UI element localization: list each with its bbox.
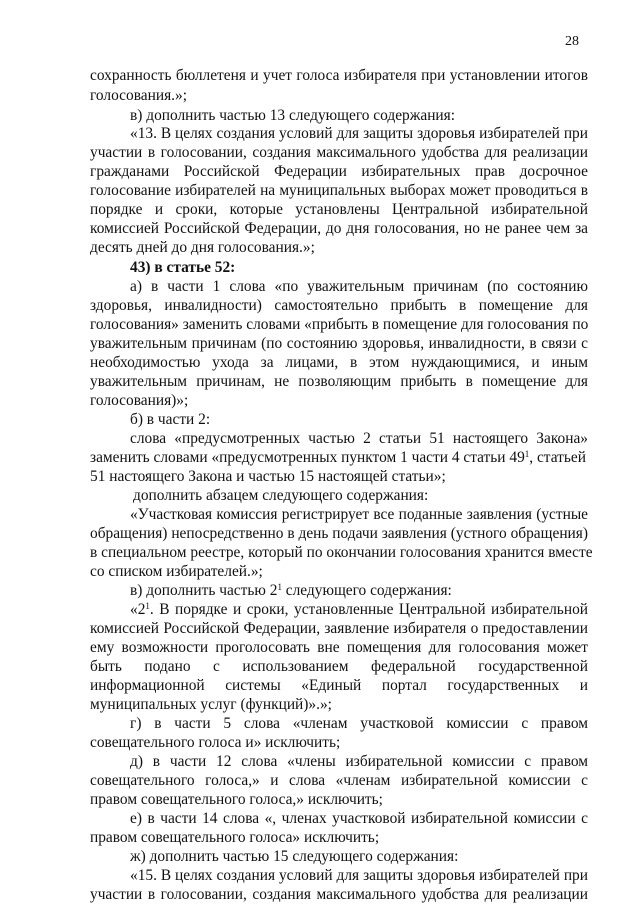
text-line: совещательного голоса и» исключить; xyxy=(90,734,341,751)
text-fragment: , статьей xyxy=(529,449,586,466)
text-line: обращения) непосредственно в день подачи заявления (устного обращения) xyxy=(90,525,588,542)
text-line: голосования.»; xyxy=(90,87,187,104)
text-line: совещательного голоса,» и слова «членам избирательной комиссии с xyxy=(90,772,588,789)
text-line: правом совещательного голоса» исключить; xyxy=(90,829,380,846)
text-line: 51 настоящего Закона и частью 15 настоящей статьи»; xyxy=(90,468,446,485)
text-fragment: заменить словами «предусмотренных пунктом 1 части 4 статьи 49 xyxy=(90,449,525,466)
text-line xyxy=(90,448,586,468)
text-line: участии в голосовании, создания максимального удобства для реализации xyxy=(90,886,588,903)
text-line: уважительным причинам (по состоянию здоровья, инвалидности, в связи с xyxy=(90,335,588,352)
text-line: необходимостью ухода за лицами, в этом нуждающимися, и иным xyxy=(90,354,588,371)
text-line: сохранность бюллетеня и учет голоса избирателя при установлении итогов xyxy=(90,67,588,84)
text-line: голосование избирателей на муниципальных выборах может проводиться в xyxy=(90,182,588,199)
text-line: десять дней до дня голосования.»; xyxy=(90,239,315,256)
text-fragment: «2 xyxy=(130,601,146,618)
text-line: голосования» заменить словами «прибыть в помещение для голосования по xyxy=(90,316,589,333)
superscript: 1 xyxy=(524,449,530,459)
text-line: комиссией Российской Федерации, до дня голосования, но не ранее чем за xyxy=(90,220,588,237)
text-line: здоровья, инвалидности) самостоятельно прибыть в помещение для xyxy=(90,297,588,314)
text-line: в) дополнить частью 13 следующего содержания: xyxy=(130,107,456,124)
text-line: а) в части 1 слова «по уважительным причинам (по состоянию xyxy=(130,278,588,295)
text-line: «15. В целях создания условий для защиты здоровья избирателей при xyxy=(130,867,588,884)
text-line: «Участковая комиссия регистрирует все поданные заявления (устные xyxy=(130,506,588,523)
superscript: 1 xyxy=(145,601,150,611)
text-line: порядке и сроки, которые установлены Центральной избирательной xyxy=(90,201,588,218)
text-line: г) в части 5 слова «членам участковой комиссии с правом xyxy=(130,715,588,732)
text-line: д) в части 12 слова «члены избирательной комиссии с правом xyxy=(130,753,588,770)
text-line: уважительным причинам, не позволяющим прибыть в помещение для xyxy=(90,373,588,390)
text-line: «13. В целях создания условий для защиты здоровья избирателей при xyxy=(130,125,588,142)
text-line: дополнить абзацем следующего содержания: xyxy=(133,487,429,504)
text-line xyxy=(130,600,588,620)
text-line: ему возможности проголосовать вне помещения для голосования может xyxy=(90,639,588,656)
text-fragment: следующего содержания: xyxy=(281,582,452,599)
text-line: в специальном реестре, который по окончании голосования хранится вместе xyxy=(90,544,593,561)
text-line: быть подано с использованием федеральной государственной xyxy=(90,658,588,675)
text-line: правом совещательного голоса,» исключить; xyxy=(90,791,383,808)
text-line: гражданами Российской Федерации избирательных прав досрочное xyxy=(90,163,588,180)
text-line: ж) дополнить частью 15 следующего содержания: xyxy=(130,848,459,865)
text-line: участии в голосовании, создания максимального удобства для реализации xyxy=(90,144,588,161)
article-heading: 43) в статье 52: xyxy=(130,259,236,276)
superscript: 1 xyxy=(277,582,282,592)
text-fragment: . В порядке и сроки, установленные Центральной избирательной xyxy=(149,601,588,618)
text-line: информационной системы «Единый портал государственных и xyxy=(90,677,588,694)
text-line: е) в части 14 слова «, членах участковой избирательной комиссии с xyxy=(130,810,588,827)
text-line: комиссией Российской Федерации, заявление избирателя о предоставлении xyxy=(90,620,588,637)
text-line: слова «предусмотренных частью 2 статьи 51 настоящего Закона» xyxy=(130,430,588,447)
text-line: со списком избирателей.»; xyxy=(90,563,263,580)
text-fragment: в) дополнить частью 2 xyxy=(130,582,278,599)
text-line: б) в части 2: xyxy=(130,411,211,428)
text-line: муниципальных услуг (функций)».»; xyxy=(90,696,332,713)
text-line xyxy=(130,581,452,601)
page-number: 28 xyxy=(565,34,579,49)
text-line: голосования)»; xyxy=(90,392,189,409)
